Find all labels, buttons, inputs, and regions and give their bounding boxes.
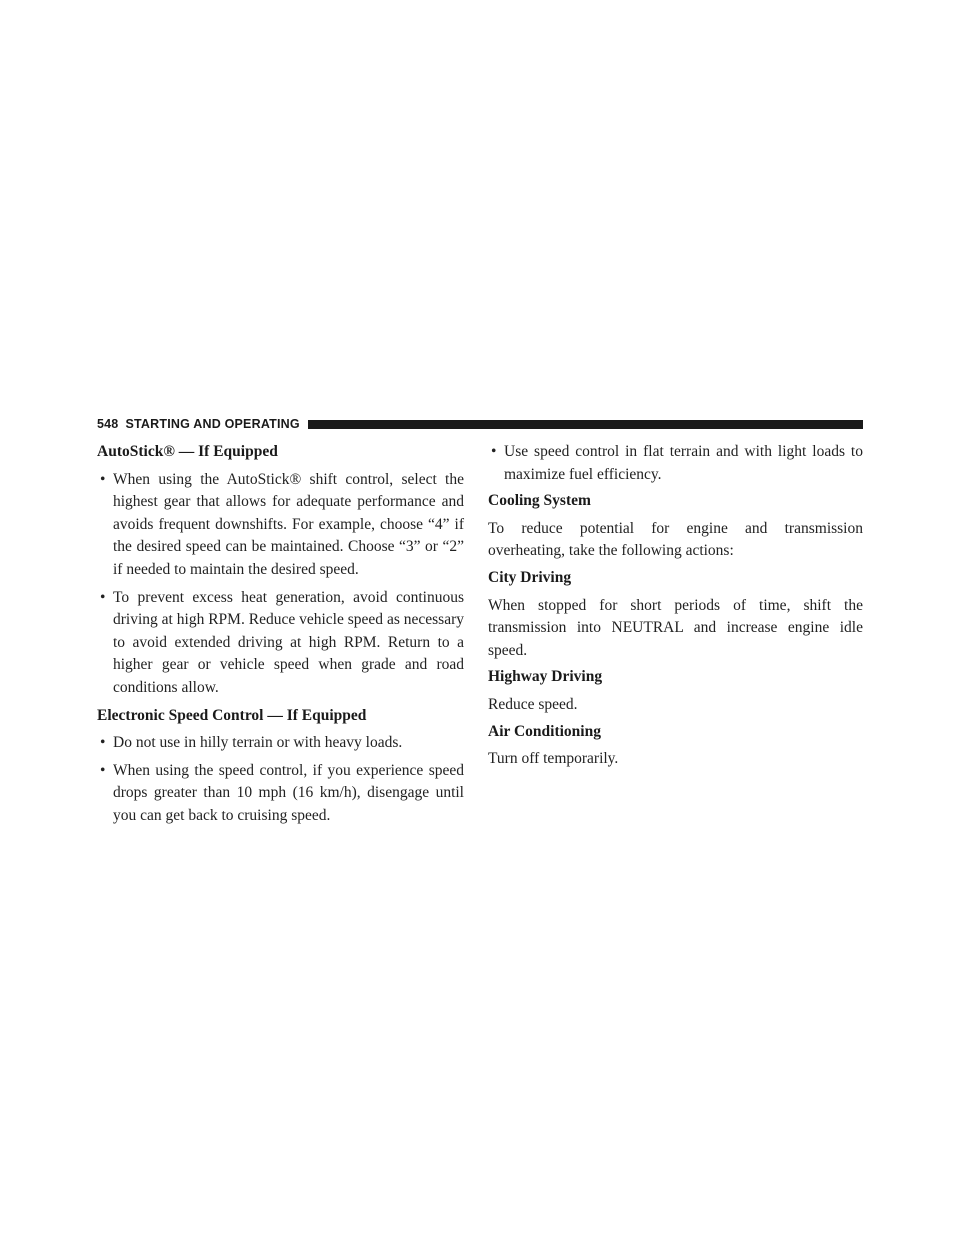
list-item [97, 732, 464, 755]
city-text: When stopped for short periods of time, shift the transmission into NEUTRAL and increase engine idle speed. [488, 596, 863, 659]
bullet-text: Do not use in hilly terrain or with heavy loads. [113, 734, 403, 752]
left-column [97, 441, 464, 828]
section-title: STARTING AND OPERATING [125, 417, 300, 431]
list-item [97, 760, 464, 828]
page-header [97, 417, 863, 431]
air-heading: Air Conditioning [488, 722, 601, 740]
list-item [97, 587, 464, 700]
cooling-heading: Cooling System [488, 492, 591, 510]
cooling-text: To reduce potential for engine and transmission overheating, take the following actions: [488, 519, 863, 560]
list-item [97, 469, 464, 582]
speed-control-heading: Electronic Speed Control — If Equipped [97, 706, 367, 724]
highway-text: Reduce speed. [488, 695, 578, 713]
autostick-heading: AutoStick® — If Equipped [97, 443, 278, 460]
list-item [488, 441, 863, 486]
speed-control-list [97, 732, 464, 827]
right-column [488, 441, 863, 771]
header-rule [308, 420, 863, 429]
bullet-icon: • [100, 761, 106, 779]
bullet-text: To prevent excess heat generation, avoid continuous driving at high RPM. Reduce vehicle speed as necessary to avoid extended driving at high RPM. Return to a higher gear or vehicle speed when grade and road conditions allow. [113, 588, 464, 696]
bullet-icon: • [491, 443, 497, 460]
city-heading: City Driving [488, 568, 572, 586]
autostick-list [97, 469, 464, 700]
bullet-text: When using the speed control, if you experience speed drops greater than 10 mph (16 km/h), disengage until you can get back to cruising speed. [113, 761, 464, 824]
bullet-icon: • [100, 734, 106, 752]
bullet-icon: • [100, 470, 106, 488]
highway-heading: Highway Driving [488, 668, 603, 686]
bullet-text: When using the AutoStick® shift control, select the highest gear that allows for adequate performance and avoids frequent downshifts. For example, choose “4” if the desired speed can be maintained. Choose “3” or “2” if needed to maintain the desired speed. [113, 470, 464, 578]
bullet-text: Use speed control in flat terrain and with light loads to maximize fuel efficiency. [504, 443, 863, 483]
page-number: 548 [97, 417, 119, 431]
bullet-icon: • [100, 588, 106, 606]
speed-control-list-continued [488, 441, 863, 486]
air-text: Turn off temporarily. [488, 750, 619, 768]
